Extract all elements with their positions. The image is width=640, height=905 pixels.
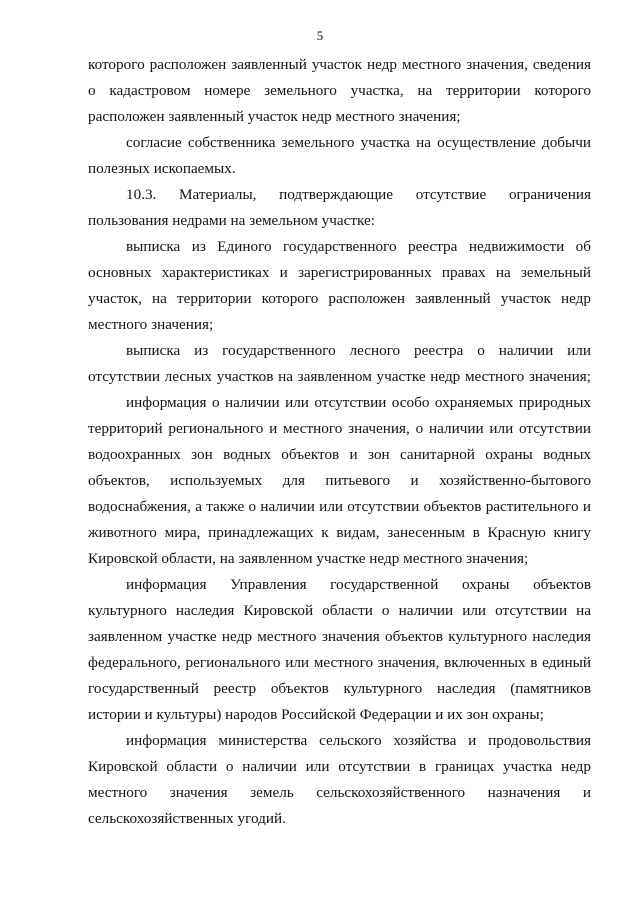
text-line: пользования недрами на земельном участке:: [88, 212, 375, 229]
text-line: животного мира, принадлежащих к видам, занесенным в Красную книгу: [88, 524, 591, 541]
text-line: участок, на территории которого расположен заявленный участок недр: [88, 290, 591, 307]
text-line: Кировской области о наличии или отсутствии в границах участка недр: [88, 758, 591, 775]
text-line: объектов, используемых для питьевого и хозяйственно-бытового: [88, 472, 591, 489]
text-line: государственный реестр объектов культурного наследия (памятников: [88, 680, 591, 697]
text-line: информация о наличии или отсутствии особо охраняемых природных: [126, 394, 591, 411]
text-line: основных характеристиках и зарегистрированных правах на земельный: [88, 264, 591, 281]
text-line: территорий регионального и местного значения, о наличии или отсутствии: [88, 420, 591, 437]
text-line: согласие собственника земельного участка на осуществление добычи: [126, 134, 591, 151]
text-line: федерального, регионального или местного значения, включенных в единый: [88, 654, 591, 671]
text-line: информация Управления государственной охраны объектов: [126, 576, 591, 593]
page-number: 5: [316, 28, 324, 43]
text-line: отсутствии лесных участков на заявленном участке недр местного значения;: [88, 368, 591, 385]
text-line: местного значения;: [88, 316, 214, 333]
text-line: сельскохозяйственных угодий.: [88, 810, 286, 827]
text-line: заявленном участке недр местного значения объектов культурного наследия: [88, 628, 591, 645]
text-line: Кировской области, на заявленном участке недр местного значения;: [88, 550, 529, 567]
text-line: расположен заявленный участок недр местного значения;: [88, 108, 461, 125]
text-line: выписка из государственного лесного реестра о наличии или: [126, 342, 591, 359]
text-line: которого расположен заявленный участок недр местного значения, сведения: [88, 56, 591, 73]
text-line: выписка из Единого государственного реестра недвижимости об: [126, 238, 591, 255]
text-line: местного значения земель сельскохозяйственного назначения и: [88, 784, 591, 801]
text-line: водоснабжения, а также о наличии или отсутствии объектов растительного и: [88, 498, 591, 515]
text-line: полезных ископаемых.: [88, 160, 236, 177]
document-body: [88, 52, 591, 832]
text-line: истории и культуры) народов Российской Федерации и их зон охраны;: [88, 706, 544, 723]
text-line: культурного наследия Кировской области о наличии или отсутствии на: [88, 602, 591, 619]
text-line: водоохранных зон водных объектов и зон санитарной охраны водных: [88, 446, 591, 463]
text-line: о кадастровом номере земельного участка, на территории которого: [88, 82, 591, 99]
text-line: информация министерства сельского хозяйства и продовольствия: [126, 732, 591, 749]
text-line: 10.3. Материалы, подтверждающие отсутствие ограничения: [126, 186, 591, 203]
